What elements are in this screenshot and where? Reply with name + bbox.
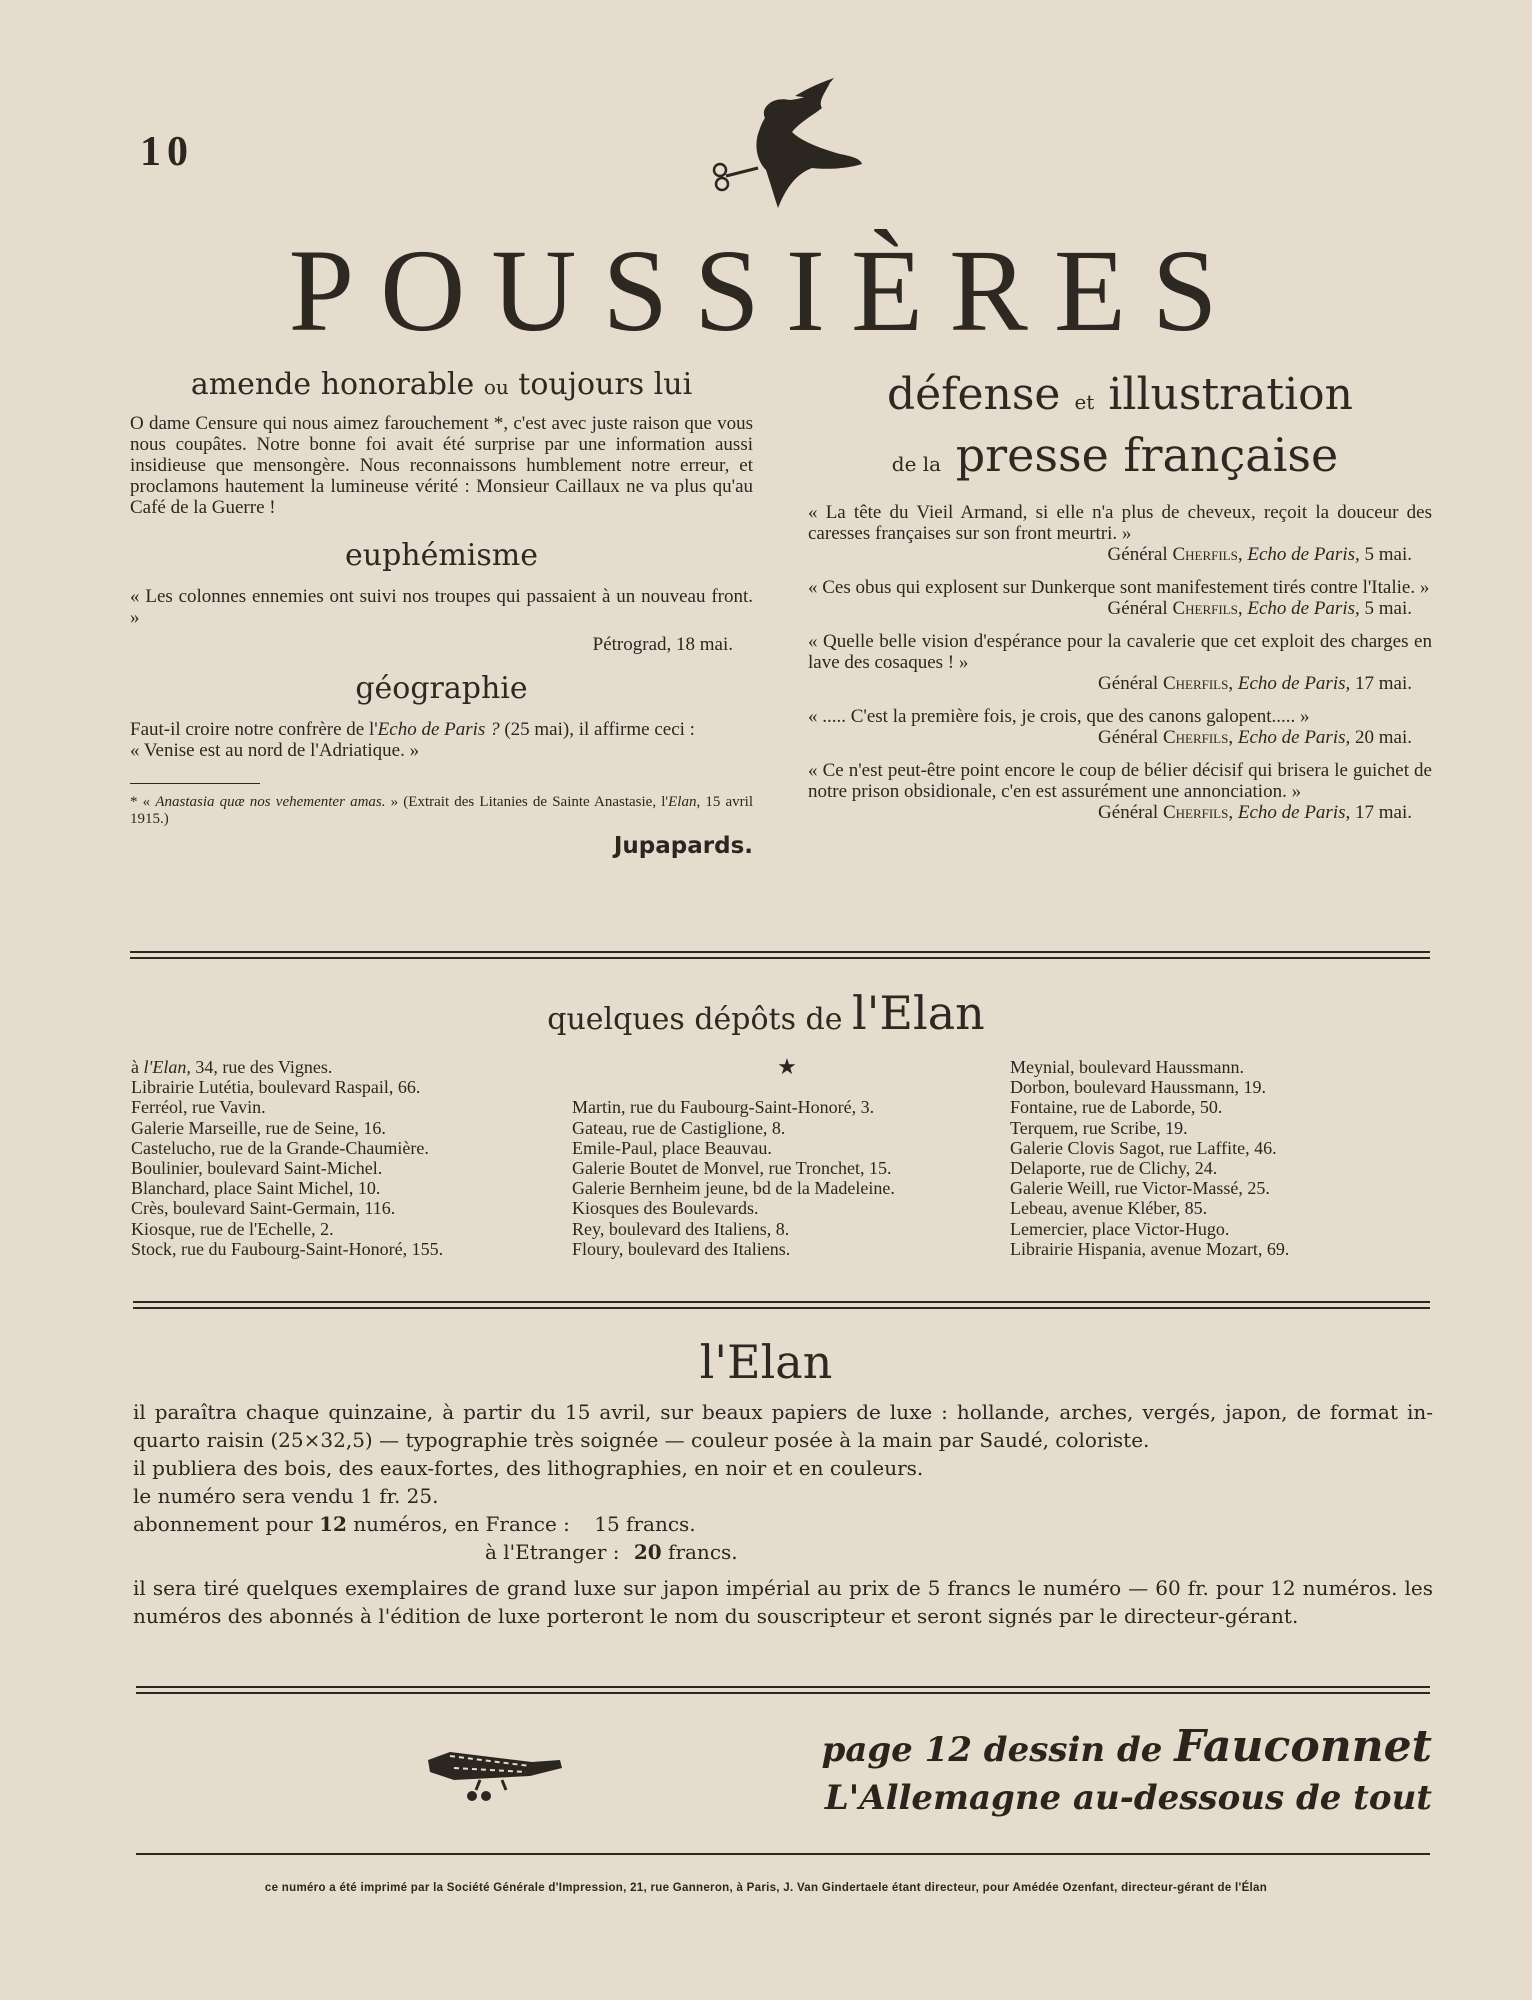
left-column (130, 365, 753, 857)
elan-para-luxe: il sera tiré quelques exemplaires de grand luxe sur japon impérial au prix de 5 francs le numéro — 60 fr. pour 12 numéros. les numéros des abonnés à l'édition de luxe porteront le nom du souscripteur et seront signés par le directeur-gérant. (133, 1576, 1433, 1628)
text-run: * « (130, 794, 156, 810)
text-run-large: Fauconnet (1174, 1721, 1432, 1772)
paragraph-censure: O dame Censure qui nous aimez farouchement *, c'est avec juste raison que vous nous coupâtes. Notre bonne foi avait été surprise par une information aussi insidieuse que mensongère. Nous reconnaissons humblement notre erreur, et proclamons hautement la lumineuse vérité : Monsieur Caillaux ne va plus qu'au Café de la Guerre ! (130, 413, 753, 518)
depot-item: Crès, boulevard Saint-Germain, 116. (131, 1198, 396, 1219)
text-run: , 15 avril 1915.) (130, 794, 754, 827)
press-quote (808, 706, 1432, 748)
paragraph-euphemisme: « Les colonnes ennemies ont suivi nos troupes qui passaient à un nouveau front. » (130, 586, 753, 628)
text-run-bold: 20 (633, 1540, 662, 1564)
elan-line-publication: il publiera des bois, des eaux-fortes, des lithographies, en noir et en couleurs. (133, 1456, 924, 1480)
depot-item: Galerie Weill, rue Victor-Massé, 25. (1010, 1178, 1270, 1199)
depot-item: Boulinier, boulevard Saint-Michel. (131, 1158, 383, 1179)
section-rule (133, 1301, 1430, 1309)
press-quote (808, 502, 1432, 565)
attrib-cherfils: Cherfils, (1162, 727, 1234, 748)
text-run-bold: 12 (319, 1512, 347, 1536)
text-run-italic: l'Elan, (143, 1057, 191, 1077)
depot-item: Kiosques des Boulevards. (572, 1198, 759, 1219)
section-rule (130, 951, 1430, 959)
text-run: à (131, 1057, 144, 1077)
depot-item: Meynial, boulevard Haussmann. (1010, 1057, 1244, 1077)
paragraph-geographie (130, 719, 753, 761)
depot-item: Kiosque, rue de l'Echelle, 2. (131, 1218, 334, 1239)
quote-attribution (808, 544, 1412, 565)
elan-text (133, 1398, 1433, 1630)
attrib-general: Général (1107, 598, 1168, 619)
depot-item: Galerie Boutet de Monvel, rue Tronchet, 15. (572, 1158, 892, 1178)
heading-defense-b: et (1074, 390, 1095, 414)
depot-item: Floury, boulevard des Italiens. (572, 1238, 791, 1259)
attrib-date: 17 mai. (1355, 673, 1412, 694)
depot-item (131, 1057, 571, 1077)
heading-presse-b: presse française (955, 428, 1339, 482)
attrib-echo: Echo de Paris, (1247, 598, 1360, 619)
heading-depots-a: quelques dépôts de (547, 1002, 843, 1037)
depots-column-1 (131, 1057, 571, 1259)
heading-defense-a: défense (886, 369, 1061, 420)
promo-line-2: L'Allemagne au-dessous de tout (824, 1778, 1432, 1818)
quote-text: « Ces obus qui explosent sur Dunkerque sont manifestement tirés contre l'Italie. » (808, 577, 1430, 598)
depot-item: Librairie Hispania, avenue Mozart, 69. (1010, 1238, 1290, 1259)
attrib-cherfils: Cherfils, (1162, 802, 1234, 823)
airplane-icon (420, 1738, 570, 1808)
quote-text: « La tête du Vieil Armand, si elle n'a plus de cheveux, reçoit la douceur des caresses françaises sur son front meurtri. » (808, 502, 1432, 544)
text-run: » (Extrait des Litanies de Sainte Anastasie, l' (385, 794, 669, 810)
attrib-general: Général (1098, 673, 1159, 694)
depot-item: Castelucho, rue de la Grande-Chaumière. (131, 1137, 429, 1158)
footer-rule (136, 1853, 1430, 1855)
heading-depots (0, 988, 1532, 1045)
winged-hand-logo (700, 78, 870, 228)
heading-presse-a: de la (891, 452, 942, 476)
depot-item: Lebeau, avenue Kléber, 85. (1010, 1198, 1208, 1219)
imprint: ce numéro a été imprimé par la Société Générale d'Impression, 21, rue Ganneron, à Paris, J. Van Gindertaele étant directeur, pour Amédée Ozenfant, directeur-gérant de l'Élan (264, 1882, 1268, 1894)
depot-item: Dorbon, boulevard Haussmann, 19. (1010, 1077, 1266, 1098)
depot-item: Galerie Marseille, rue de Seine, 16. (131, 1117, 386, 1138)
text-run-italic: Elan (668, 794, 697, 810)
elan-para-format: il paraîtra chaque quinzaine, à partir du 15 avril, sur beaux papiers de luxe : hollande, arches, vergés, japon, de format in-quarto raisin (25×32,5) — typographie très soignée — couleur posée à la main par Saudé, coloriste. (133, 1400, 1433, 1452)
quote-attribution (808, 802, 1412, 823)
depots-column-3 (1010, 1057, 1430, 1259)
section-rule (136, 1686, 1430, 1694)
quotes-list (808, 502, 1432, 823)
depots-list-3 (1010, 1057, 1430, 1259)
text-run-italic: Anastasia quæ nos vehementer amas. (155, 794, 386, 810)
text-run: (25 mai), il affirme ceci : (499, 719, 695, 740)
heading-defense-c: illustration (1108, 369, 1354, 420)
heading-depots-b: l'Elan (852, 986, 985, 1040)
heading-defense (808, 370, 1432, 427)
promo-line-1 (780, 1721, 1432, 1773)
attrib-echo: Echo de Paris, (1247, 544, 1360, 565)
attrib-date: 5 mai. (1364, 544, 1412, 565)
footnote (130, 794, 753, 828)
text-run: 15 francs. (594, 1512, 696, 1536)
depot-item: Galerie Clovis Sagot, rue Laffite, 46. (1010, 1137, 1277, 1158)
attrib-cherfils: Cherfils, (1172, 598, 1243, 619)
depot-item: Lemercier, place Victor-Hugo. (1010, 1218, 1230, 1239)
depot-item: Martin, rue du Faubourg-Saint-Honoré, 3. (572, 1097, 875, 1118)
quote-text: « Quelle belle vision d'espérance pour la cavalerie que cet exploit des charges en lave des cosaques ! » (808, 631, 1432, 673)
quote-attribution (808, 727, 1412, 748)
attrib-echo: Echo de Paris, (1237, 802, 1351, 823)
text-run: page 12 dessin de (821, 1730, 1163, 1770)
quote-attribution (808, 598, 1412, 619)
press-quote (808, 577, 1432, 619)
text-run: numéros, en France : (353, 1512, 570, 1536)
signature: Jupapards. (613, 833, 753, 859)
heading-euphemisme: euphémisme (345, 538, 538, 573)
elan-title: l'Elan (699, 1335, 833, 1389)
heading-amende-b: ou (483, 375, 509, 399)
attrib-echo: Echo de Paris, (1237, 673, 1351, 694)
elan-line-abonnement (133, 1510, 1433, 1538)
text-run: à l'Etranger : (485, 1540, 620, 1564)
attrib-general: Général (1098, 802, 1159, 823)
depots-list-2 (572, 1097, 1002, 1259)
attrib-general: Général (1098, 727, 1159, 748)
attrib-date: 20 mai. (1355, 727, 1412, 748)
heading-presse (798, 427, 1432, 492)
heading-amende (130, 365, 753, 407)
quote-attribution (808, 673, 1412, 694)
attribution-petrograd: Pétrograd, 18 mai. (592, 634, 733, 655)
press-quote (808, 631, 1432, 694)
attrib-echo: Echo de Paris, (1237, 727, 1351, 748)
quote-text: « ..... C'est la première fois, je crois, que des canons galopent..... » (808, 706, 1310, 727)
depot-item: Terquem, rue Scribe, 19. (1010, 1117, 1188, 1138)
elan-line-etranger (133, 1538, 1433, 1566)
text-run: abonnement pour (133, 1512, 313, 1536)
page-title: POUSSIÈRES (288, 225, 1244, 356)
press-quote (808, 760, 1432, 823)
depot-item: Blanchard, place Saint Michel, 10. (131, 1178, 381, 1199)
quote-text: « Ce n'est peut-être point encore le coup de bélier décisif qui brisera le guichet de notre prison obsidionale, c'en est assurément une annonciation. » (808, 760, 1432, 802)
footnote-rule (130, 783, 260, 784)
depot-item: Librairie Lutétia, boulevard Raspail, 66. (131, 1077, 421, 1098)
depot-item: Ferréol, rue Vavin. (131, 1097, 266, 1118)
depots-list-1 (131, 1077, 571, 1259)
attrib-general: Général (1107, 544, 1168, 565)
heading-amende-a: amende honorable (190, 367, 475, 402)
heading-geographie: géographie (355, 671, 528, 706)
heading-amende-c: toujours lui (518, 367, 693, 402)
right-column (808, 370, 1432, 835)
promo-block (780, 1721, 1432, 1823)
quote-venise: « Venise est au nord de l'Adriatique. » (130, 740, 420, 761)
attrib-cherfils: Cherfils, (1162, 673, 1234, 694)
depot-item: Gateau, rue de Castiglione, 8. (572, 1117, 786, 1138)
depot-item: Galerie Bernheim jeune, bd de la Madeleine. (572, 1178, 895, 1199)
attrib-date: 17 mai. (1355, 802, 1412, 823)
star-ornament: ★ (777, 1054, 797, 1079)
attrib-date: 5 mai. (1364, 598, 1412, 619)
text-run-italic: Echo de Paris ? (377, 719, 500, 740)
depot-item: Delaporte, rue de Clichy, 24. (1010, 1158, 1218, 1179)
depot-item: Fontaine, rue de Laborde, 50. (1010, 1097, 1223, 1118)
text-run: Faut-il croire notre confrère de l' (130, 719, 378, 740)
depot-item: Stock, rue du Faubourg-Saint-Honoré, 155. (131, 1238, 444, 1259)
depots-column-2 (572, 1054, 1002, 1259)
depot-item: Rey, boulevard des Italiens, 8. (572, 1218, 790, 1239)
depot-item: Emile-Paul, place Beauvau. (572, 1137, 772, 1158)
attrib-cherfils: Cherfils, (1172, 544, 1243, 565)
elan-line-price: le numéro sera vendu 1 fr. 25. (133, 1484, 439, 1508)
text-run: francs. (668, 1540, 738, 1564)
page-number: 10 (140, 129, 194, 175)
text-run: 34, rue des Vignes. (190, 1057, 333, 1077)
